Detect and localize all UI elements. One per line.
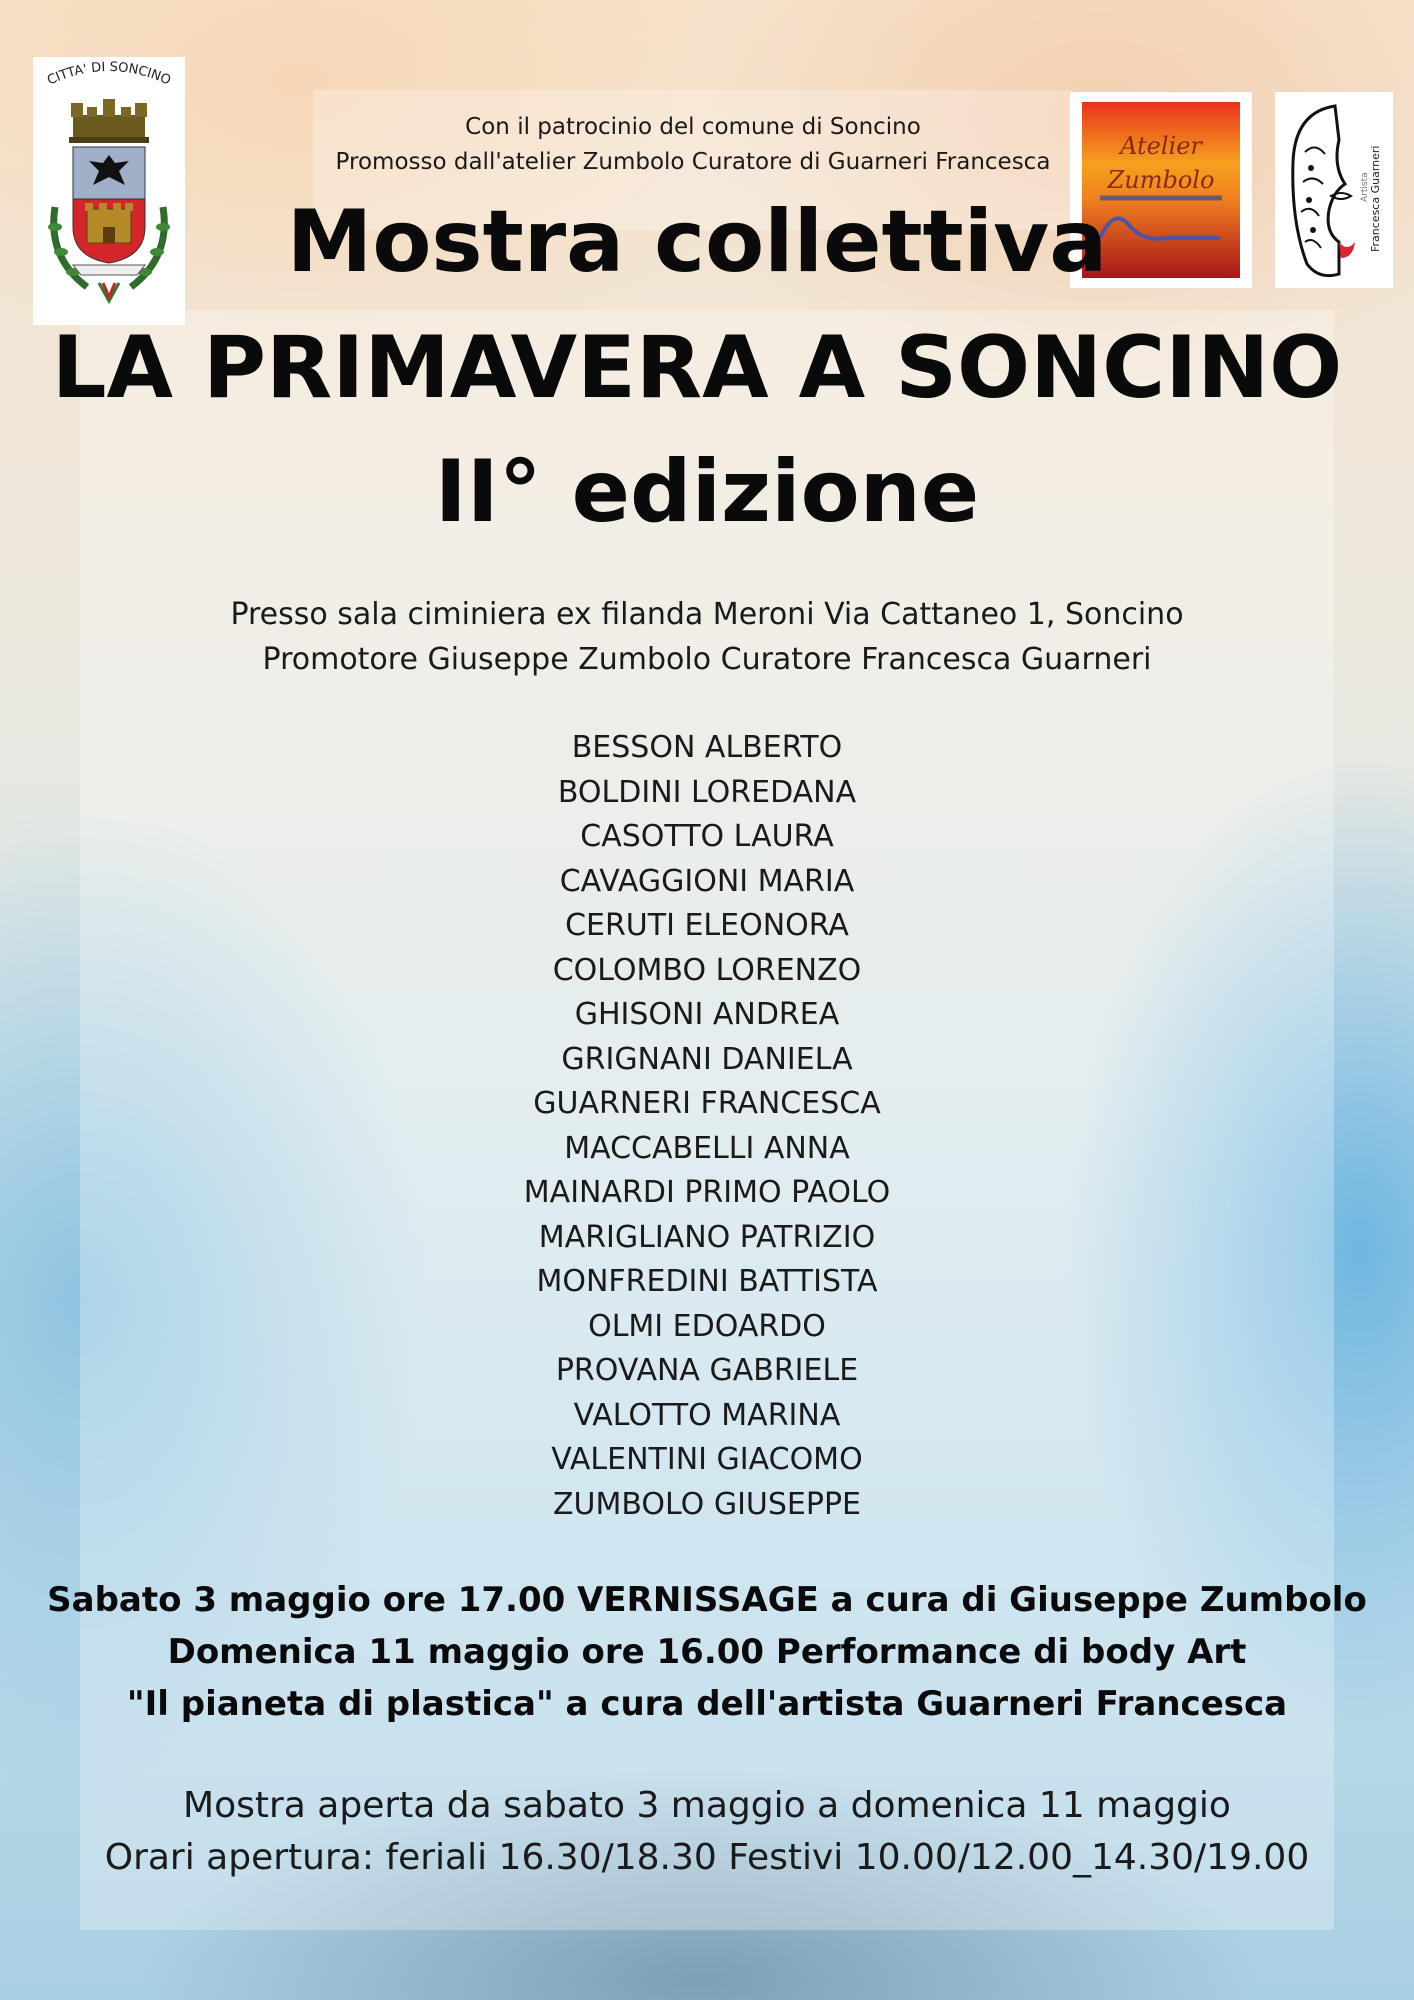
list-item: ZUMBOLO GIUSEPPE [552,1486,862,1522]
list-item: GUARNERI FRANCESCA [533,1086,881,1121]
zumbolo-word: Zumbolo [1107,166,1215,194]
artist-list [0,726,1414,1527]
list-item: CERUTI ELEONORA [565,908,849,943]
sponsorship-line-2: Promosso dall'atelier Zumbolo Curatore di Guarneri Francesca [335,149,1051,175]
events-info [0,1574,1414,1730]
title-mostra-collettiva: Mostra collettiva [286,192,1108,292]
list-item: GHISONI ANDREA [574,997,840,1032]
hours-times: Orari apertura: feriali 16.30/18.30 Festivi 10.00/12.00_14.30/19.00 [104,1837,1310,1878]
venue-line-1: Presso sala ciminiera ex filanda Meroni Via Cattaneo 1, Soncino [230,597,1184,632]
crest-text: CITTA' DI SONCINO [45,59,173,89]
list-item: VALENTINI GIACOMO [551,1442,863,1477]
list-item: GRIGNANI DANIELA [561,1041,853,1077]
event-performance: Domenica 11 maggio ore 16.00 Performance di body Art [167,1632,1247,1672]
sponsorship-text [313,110,1073,180]
hours-dates: Mostra aperta da sabato 3 maggio a domenica 11 maggio [183,1785,1231,1826]
list-item: COLOMBO LORENZO [552,952,862,988]
list-item: MARIGLIANO PATRIZIO [538,1219,876,1255]
list-item: CAVAGGIONI MARIA [559,863,855,899]
list-item: CASOTTO LAURA [580,819,834,854]
venue-info [0,592,1414,682]
event-performance-title: "Il pianeta di plastica" a cura dell'artista Guarneri Francesca [126,1684,1288,1724]
list-item: PROVANA GABRIELE [555,1353,859,1388]
title-primavera-soncino: LA PRIMAVERA A SONCINO [51,318,1343,418]
event-vernissage: Sabato 3 maggio ore 17.00 VERNISSAGE a cura di Giuseppe Zumbolo [47,1580,1367,1620]
list-item: MAINARDI PRIMO PAOLO [523,1175,891,1210]
list-item: OLMI EDOARDO [588,1308,826,1344]
title-edizione: II° edizione [434,442,980,542]
opening-hours [0,1780,1414,1884]
list-item: BOLDINI LOREDANA [557,774,857,810]
list-item: MACCABELLI ANNA [564,1130,850,1166]
artista-name: Francesca Guarneri [1369,145,1382,252]
list-item: VALOTTO MARINA [573,1397,841,1433]
venue-line-2: Promotore Giuseppe Zumbolo Curatore Francesca Guarneri [262,642,1152,677]
list-item: MONFREDINI BATTISTA [536,1264,878,1299]
artista-label: Artista [1360,172,1370,202]
atelier-word: Atelier [1120,132,1202,160]
sponsorship-line-1: Con il patrocinio del comune di Soncino [465,114,921,140]
list-item: BESSON ALBERTO [571,730,843,765]
svg-text:CITTA' DI SONCINO [45,60,173,89]
